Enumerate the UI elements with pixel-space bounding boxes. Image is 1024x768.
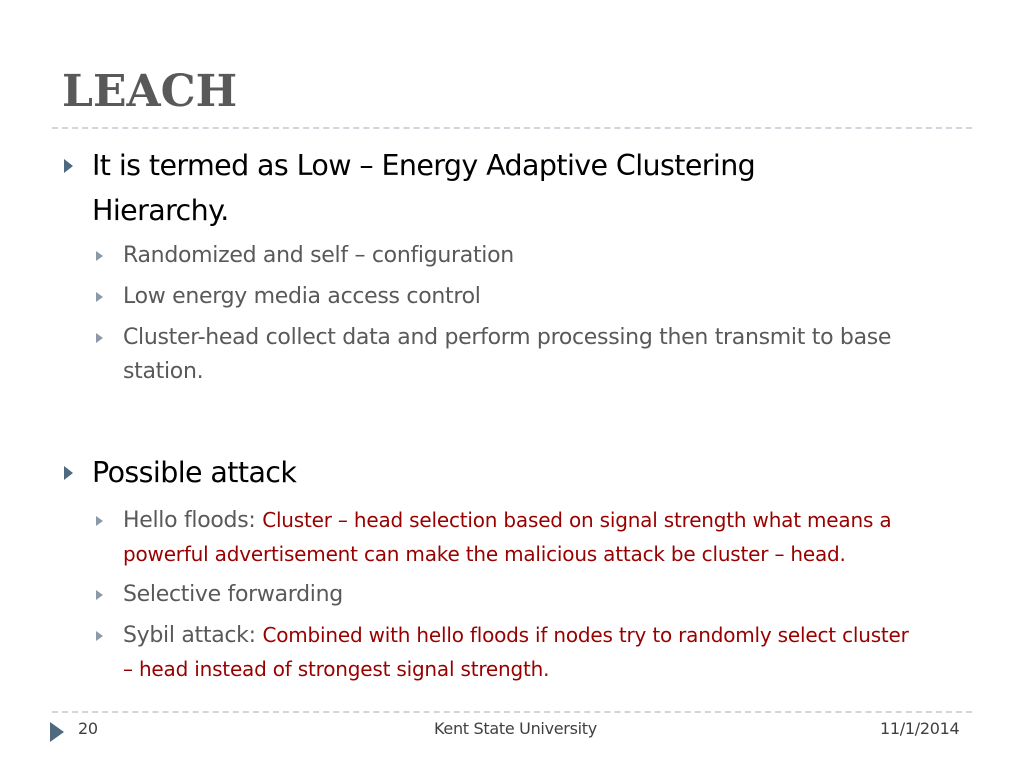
sub-bullet-low-energy-mac: Low energy media access control [123, 284, 481, 309]
sub-bullet-arrow-icon [96, 292, 103, 302]
sub-bullet-hello-floods-line-1 [123, 504, 963, 537]
sub-bullet-cluster-head-line-1: Cluster-head collect data and perform processing then transmit to base [123, 325, 892, 350]
footer-arrow-icon [50, 722, 64, 742]
bullet-1-line-2: Hierarchy. [92, 194, 229, 227]
sub-bullet-arrow-icon [96, 251, 103, 261]
hello-floods-label: Hello floods: [123, 508, 256, 533]
hello-floods-detail-1: Cluster – head selection based on signal strength what means a [262, 508, 892, 532]
sub-bullet-arrow-icon [96, 631, 103, 641]
footer-university: Kent State University [434, 719, 597, 738]
sub-bullet-sybil-line-1 [123, 619, 963, 652]
title-divider [52, 127, 972, 129]
sybil-detail-1: Combined with hello floods if nodes try to randomly select cluster [262, 623, 909, 647]
sub-bullet-selective-forwarding: Selective forwarding [123, 582, 343, 607]
sub-bullet-arrow-icon [96, 333, 103, 343]
bullet-arrow-icon [64, 159, 73, 173]
sub-bullet-sybil-line-2 [123, 653, 963, 686]
footer-date: 11/1/2014 [880, 719, 960, 738]
sub-bullet-arrow-icon [96, 590, 103, 600]
sybil-detail-2: – head instead of strongest signal strength. [123, 657, 550, 681]
bullet-2-possible-attack: Possible attack [92, 456, 297, 489]
sub-bullet-arrow-icon [96, 516, 103, 526]
sub-bullet-randomized: Randomized and self – configuration [123, 243, 514, 268]
bullet-1-line-1: It is termed as Low – Energy Adaptive Clustering [92, 149, 756, 182]
slide-number: 20 [78, 719, 98, 738]
slide-title: LEACH [62, 66, 238, 117]
sybil-label: Sybil attack: [123, 623, 256, 648]
footer-divider [52, 711, 972, 713]
sub-bullet-cluster-head-line-2: station. [123, 359, 204, 384]
bullet-arrow-icon [64, 466, 73, 480]
hello-floods-detail-2: powerful advertisement can make the malicious attack be cluster – head. [123, 542, 846, 566]
sub-bullet-hello-floods-line-2 [123, 538, 963, 571]
